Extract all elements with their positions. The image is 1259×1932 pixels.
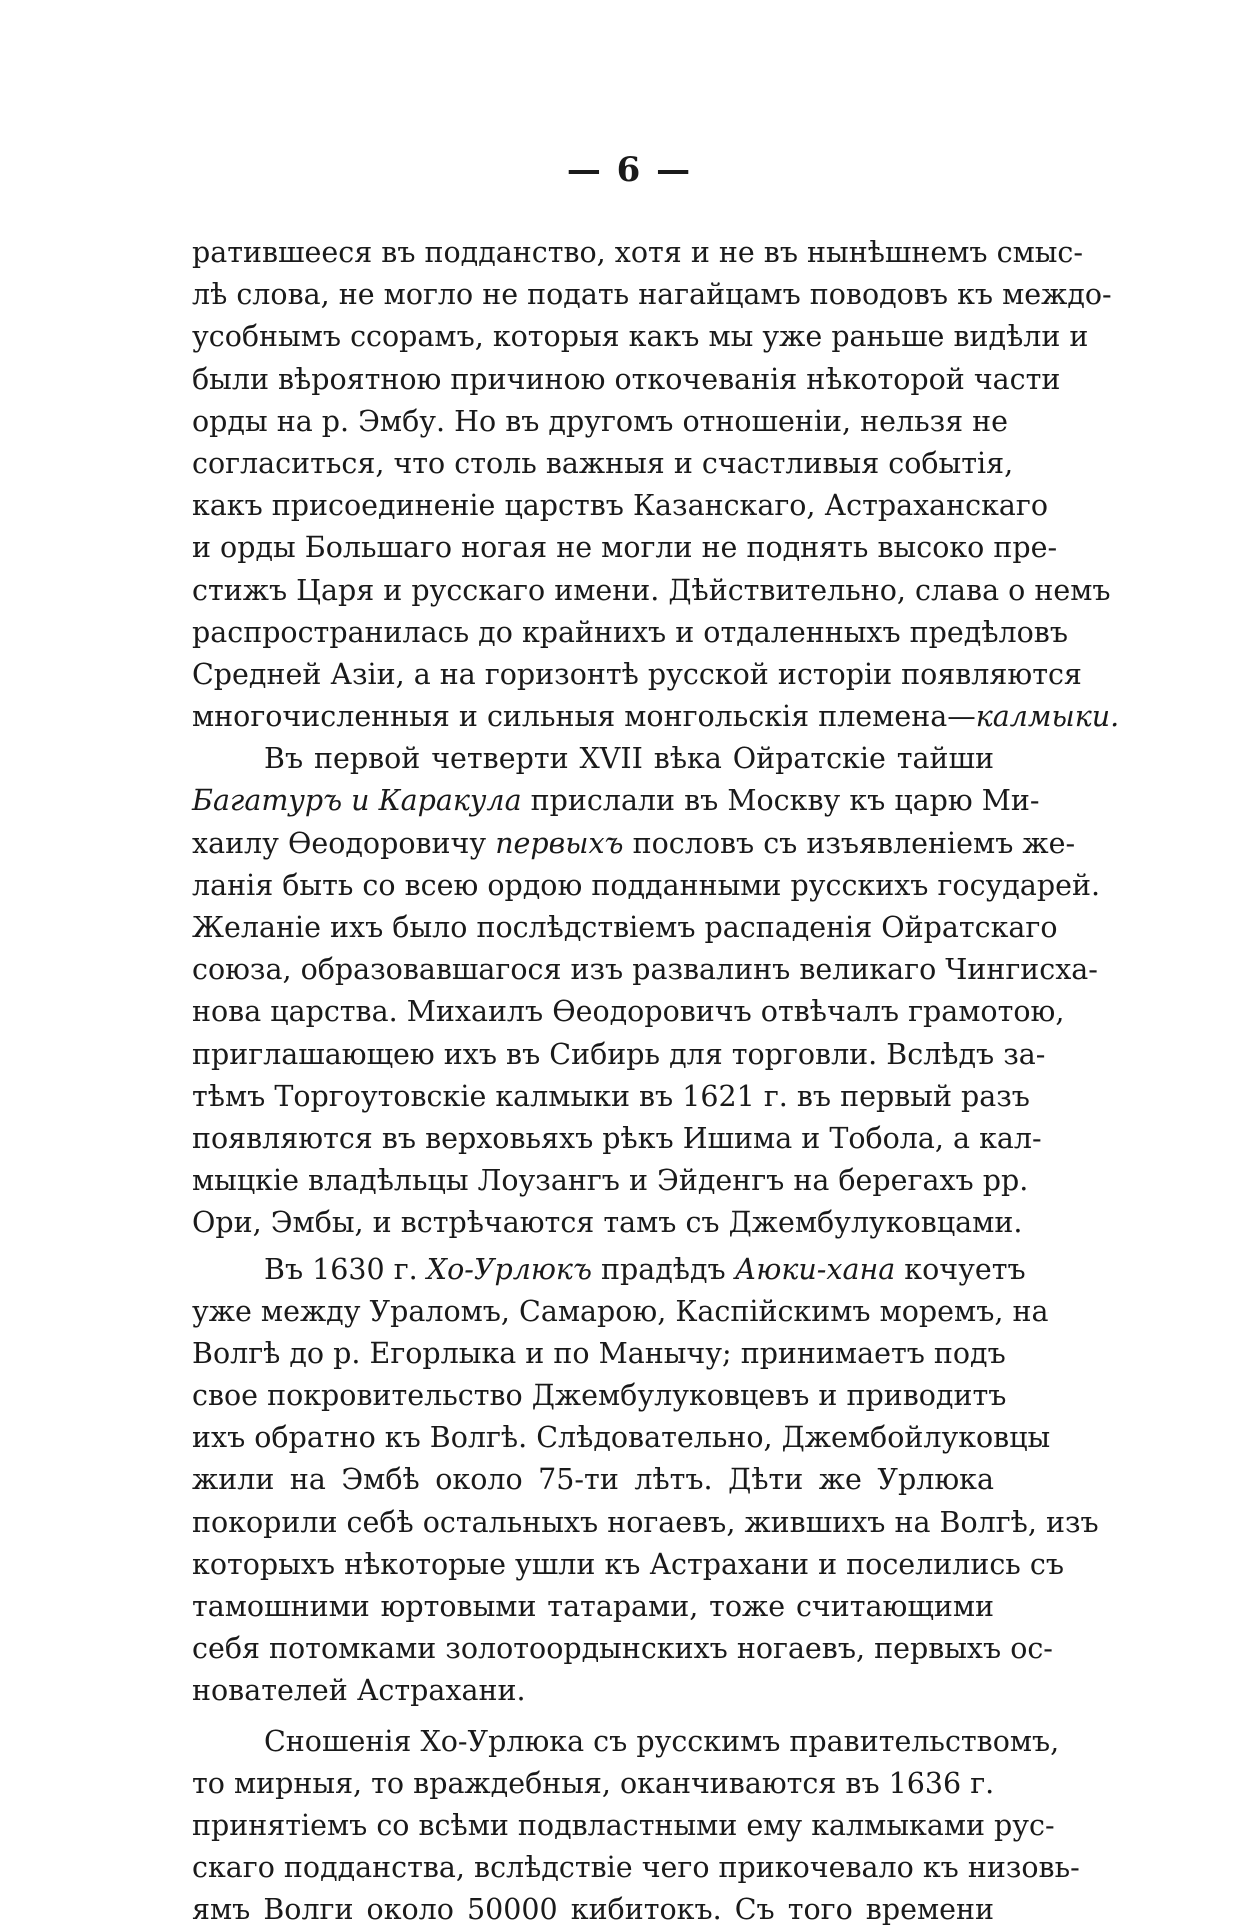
text-line: покорили себѣ остальныхъ ногаевъ, жившихъ на Волгѣ, изъ [192, 1505, 1099, 1539]
text-line: нова царства. Михаилъ Ѳеодоровичъ отвѣчалъ грамотою, [192, 995, 1065, 1029]
text-line: Ори, Эмбы, и встрѣчаются тамъ съ Джембулуковцами. [192, 1206, 1023, 1240]
italic-term: Багатуръ и Каракула [192, 784, 522, 818]
text-line: ланія быть со всею ордою подданными русскихъ государей. [192, 868, 1101, 902]
text-line: лѣ слова, не могло не подать нагайцамъ поводовъ къ междо- [192, 278, 1112, 312]
text-line: и орды Большаго ногая не могли не поднять высоко пре- [192, 531, 1058, 565]
text-line: то мирныя, то враждебныя, оканчиваются въ 1636 г. [192, 1766, 995, 1800]
text-line: скаго подданства, вслѣдствіе чего прикочевало къ низовь- [192, 1851, 1080, 1885]
text-line: усобнымъ ссорамъ, которыя какъ мы уже раньше видѣли и [192, 320, 1089, 354]
text-line: себя потомками золотоордынскихъ ногаевъ, первыхъ ос- [192, 1632, 1053, 1666]
paragraph-start-line: Въ 1630 г. Хо-Урлюкъ прадѣдъ Аюки-хана кочуетъ [264, 1252, 1026, 1286]
text-line: Волгѣ до р. Егорлыка и по Манычу; принимаетъ подъ [192, 1336, 1006, 1370]
text-line: согласиться, что столь важныя и счастливыя событія, [192, 446, 1014, 480]
paragraph-start-line: Сношенія Хо-Урлюка съ русскимъ правительствомъ, [264, 1724, 1060, 1758]
text-line: которыхъ нѣкоторые ушли къ Астрахани и поселились съ [192, 1547, 1064, 1581]
text-line: нователей Астрахани. [192, 1674, 526, 1708]
italic-term: Аюки-хана [734, 1252, 896, 1286]
page-number: — 6 — [566, 150, 693, 190]
italic-term: калмыки. [975, 700, 1120, 734]
text-line: стижъ Царя и русскаго имени. Дѣйствительно, слава о немъ [192, 573, 1111, 607]
body-text [192, 232, 1120, 1932]
text-line: жили на Эмбѣ около 75-ти лѣтъ. Дѣти же Урлюка [192, 1463, 994, 1497]
text-line: многочисленныя и сильныя монгольскія племена—калмыки. [192, 700, 1120, 734]
text-line: приглашающею ихъ въ Сибирь для торговли. Вслѣдъ за- [192, 1037, 1046, 1071]
text-line: ихъ обратно къ Волгѣ. Слѣдовательно, Джембойлуковцы [192, 1421, 1051, 1455]
text-line: тѣмъ Торгоутовскіе калмыки въ 1621 г. въ первый разъ [192, 1079, 1030, 1113]
text-line: какъ присоединеніе царствъ Казанскаго, Астраханскаго [192, 489, 1049, 523]
text-line: тамошними юртовыми татарами, тоже считающими [192, 1590, 994, 1623]
italic-term: Хо-Урлюкъ [426, 1252, 592, 1286]
text-line: ямъ Волги около 50000 кибитокъ. Съ того времени [192, 1893, 994, 1927]
text-line: Желаніе ихъ было послѣдствіемъ распаденія Ойратскаго [192, 911, 1058, 944]
text-line: распространилась до крайнихъ и отдаленныхъ предѣловъ [192, 615, 1068, 649]
text-line: Средней Азіи, а на горизонтѣ русской исторіи появляются [192, 657, 1082, 691]
text-line: Багатуръ и Каракула прислали въ Москву къ царю Ми- [192, 784, 1040, 818]
italic-term: первыхъ [495, 826, 624, 860]
text-line: были вѣроятною причиною откочеванія нѣкоторой части [192, 362, 1061, 396]
text-line: хаилу Ѳеодоровичу первыхъ пословъ съ изъявленіемъ же- [192, 826, 1076, 860]
text-line: появляются въ верховьяхъ рѣкъ Ишима и Тобола, а кал- [192, 1121, 1042, 1155]
text-line: мыцкіе владѣльцы Лоузангъ и Эйденгъ на берегахъ рр. [192, 1164, 1029, 1198]
text-line: орды на р. Эмбу. Но въ другомъ отношеніи, нельзя не [192, 404, 1009, 438]
text-line: ратившееся въ подданство, хотя и не въ нынѣшнемъ смыс- [192, 236, 1084, 269]
text-line: принятіемъ со всѣми подвластными ему калмыками рус- [192, 1808, 1055, 1842]
text-line: союза, образовавшагося изъ развалинъ великаго Чингисха- [192, 953, 1098, 987]
text-line: уже между Ураломъ, Самарою, Каспійскимъ моремъ, на [192, 1294, 1049, 1328]
text-line: свое покровительство Джембулуковцевъ и приводитъ [192, 1379, 1007, 1413]
paragraph-start-line: Въ первой четверти XVII вѣка Ойратскіе тайши [264, 742, 994, 776]
